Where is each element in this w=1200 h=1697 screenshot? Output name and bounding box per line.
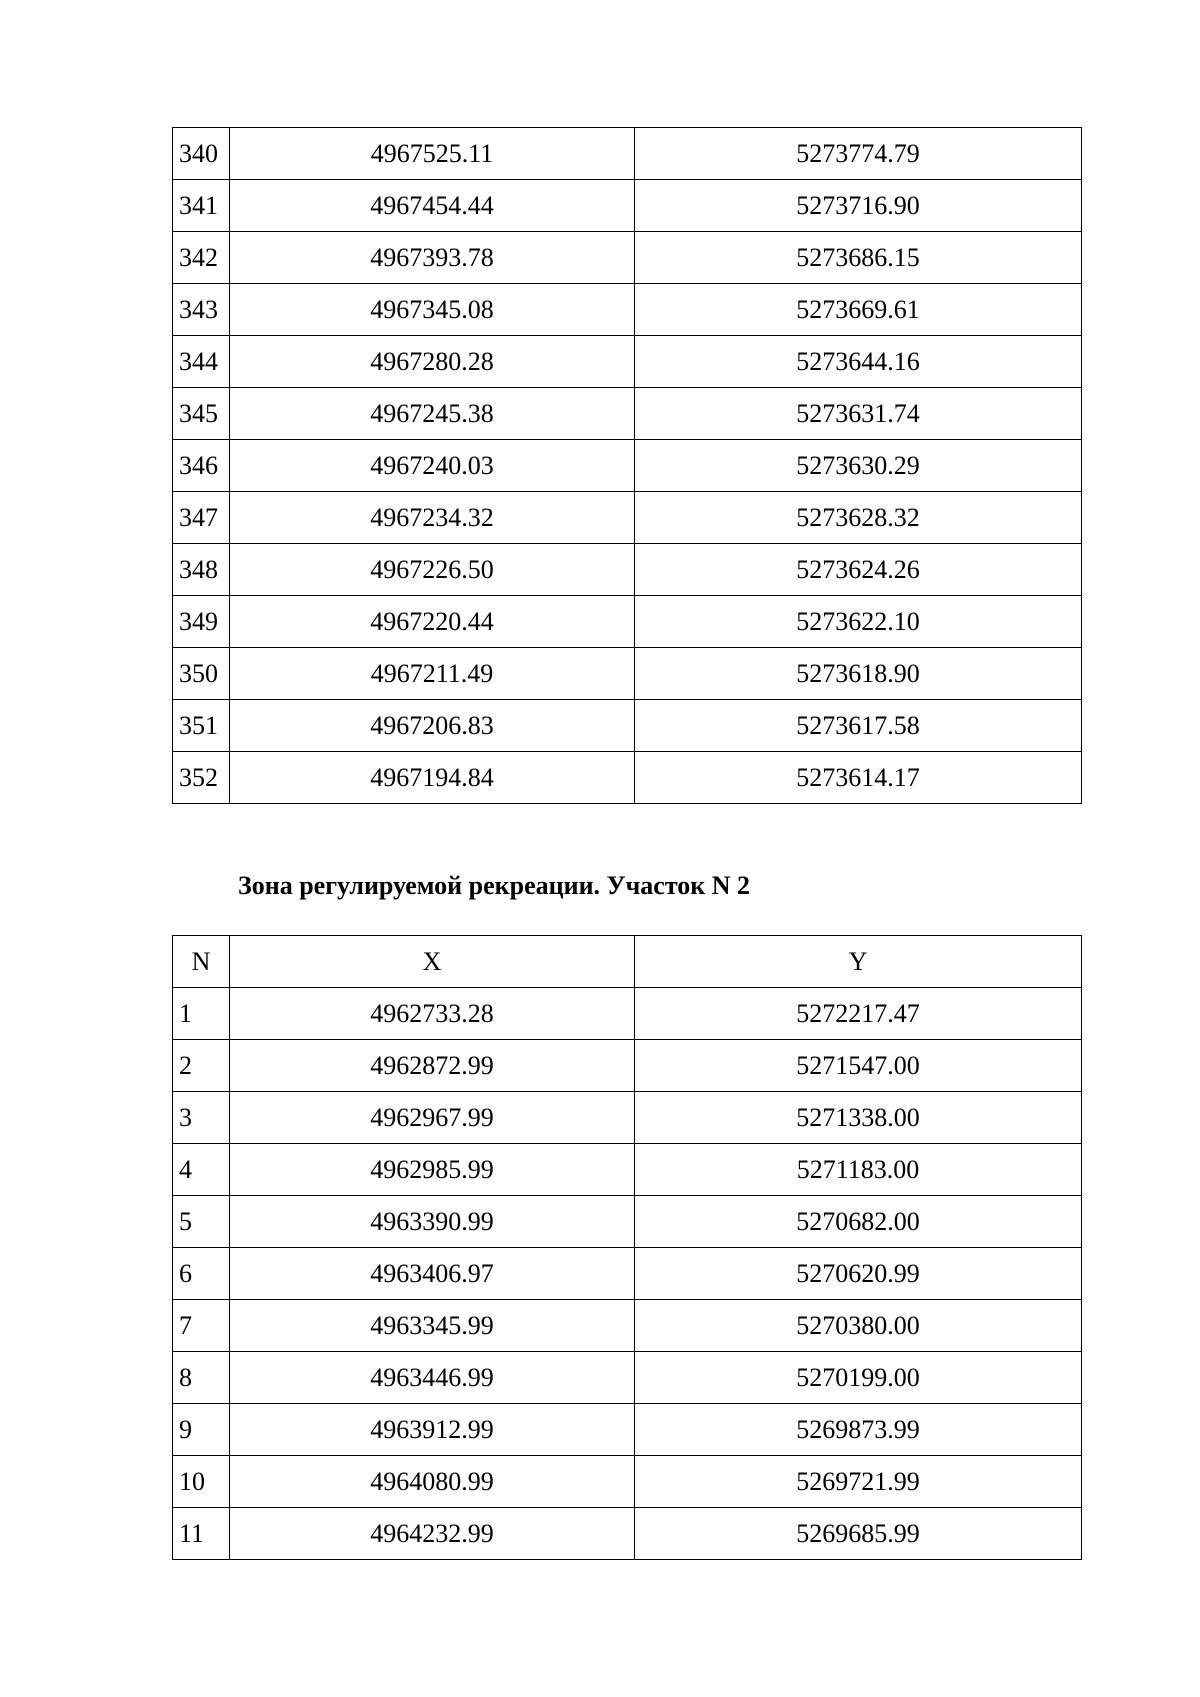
y-coordinate-cell: 5270199.00 xyxy=(635,1352,1082,1404)
header-x: X xyxy=(230,936,635,988)
x-coordinate-cell: 4967211.49 xyxy=(230,648,635,700)
point-number-cell: 10 xyxy=(173,1456,230,1508)
point-number-cell: 343 xyxy=(173,284,230,336)
y-coordinate-cell: 5273644.16 xyxy=(635,336,1082,388)
point-number-cell: 6 xyxy=(173,1248,230,1300)
y-coordinate-cell: 5271183.00 xyxy=(635,1144,1082,1196)
x-coordinate-cell: 4962872.99 xyxy=(230,1040,635,1092)
point-number-cell: 350 xyxy=(173,648,230,700)
table-row xyxy=(173,1248,1082,1300)
x-coordinate-cell: 4967393.78 xyxy=(230,232,635,284)
x-coordinate-cell: 4967226.50 xyxy=(230,544,635,596)
table-row xyxy=(173,700,1082,752)
table-row xyxy=(173,648,1082,700)
table-row xyxy=(173,596,1082,648)
table-row xyxy=(173,232,1082,284)
x-coordinate-cell: 4962985.99 xyxy=(230,1144,635,1196)
point-number-cell: 345 xyxy=(173,388,230,440)
y-coordinate-cell: 5270682.00 xyxy=(635,1196,1082,1248)
table-row xyxy=(173,1404,1082,1456)
table-row xyxy=(173,752,1082,804)
table-row xyxy=(173,1352,1082,1404)
y-coordinate-cell: 5273624.26 xyxy=(635,544,1082,596)
table-row xyxy=(173,388,1082,440)
point-number-cell: 349 xyxy=(173,596,230,648)
table-row xyxy=(173,128,1082,180)
x-coordinate-cell: 4963912.99 xyxy=(230,1404,635,1456)
x-coordinate-cell: 4962733.28 xyxy=(230,988,635,1040)
x-coordinate-cell: 4962967.99 xyxy=(230,1092,635,1144)
point-number-cell: 7 xyxy=(173,1300,230,1352)
point-number-cell: 348 xyxy=(173,544,230,596)
y-coordinate-cell: 5270380.00 xyxy=(635,1300,1082,1352)
x-coordinate-cell: 4963446.99 xyxy=(230,1352,635,1404)
table-2-header xyxy=(173,936,1082,988)
point-number-cell: 346 xyxy=(173,440,230,492)
y-coordinate-cell: 5273617.58 xyxy=(635,700,1082,752)
section-title-plot-2: Зона регулируемой рекреации. Участок N 2 xyxy=(238,871,751,900)
y-coordinate-cell: 5270620.99 xyxy=(635,1248,1082,1300)
y-coordinate-cell: 5273716.90 xyxy=(635,180,1082,232)
x-coordinate-cell: 4967220.44 xyxy=(230,596,635,648)
y-coordinate-cell: 5271547.00 xyxy=(635,1040,1082,1092)
x-coordinate-cell: 4967454.44 xyxy=(230,180,635,232)
point-number-cell: 344 xyxy=(173,336,230,388)
table-row xyxy=(173,1144,1082,1196)
x-coordinate-cell: 4963345.99 xyxy=(230,1300,635,1352)
y-coordinate-cell: 5271338.00 xyxy=(635,1092,1082,1144)
table-row xyxy=(173,1508,1082,1560)
table-2-body xyxy=(173,988,1082,1560)
y-coordinate-cell: 5272217.47 xyxy=(635,988,1082,1040)
table-row xyxy=(173,492,1082,544)
point-number-cell: 11 xyxy=(173,1508,230,1560)
x-coordinate-cell: 4964232.99 xyxy=(230,1508,635,1560)
table-row xyxy=(173,180,1082,232)
y-coordinate-cell: 5273614.17 xyxy=(635,752,1082,804)
x-coordinate-cell: 4967194.84 xyxy=(230,752,635,804)
y-coordinate-cell: 5269721.99 xyxy=(635,1456,1082,1508)
table-row xyxy=(173,440,1082,492)
y-coordinate-cell: 5273628.32 xyxy=(635,492,1082,544)
y-coordinate-cell: 5269873.99 xyxy=(635,1404,1082,1456)
x-coordinate-cell: 4967280.28 xyxy=(230,336,635,388)
header-y: Y xyxy=(635,936,1082,988)
y-coordinate-cell: 5273686.15 xyxy=(635,232,1082,284)
table-row xyxy=(173,284,1082,336)
coordinates-table-continued xyxy=(172,127,1082,804)
y-coordinate-cell: 5273669.61 xyxy=(635,284,1082,336)
x-coordinate-cell: 4963390.99 xyxy=(230,1196,635,1248)
point-number-cell: 342 xyxy=(173,232,230,284)
table-header-row xyxy=(173,936,1082,988)
y-coordinate-cell: 5273631.74 xyxy=(635,388,1082,440)
x-coordinate-cell: 4967206.83 xyxy=(230,700,635,752)
point-number-cell: 8 xyxy=(173,1352,230,1404)
y-coordinate-cell: 5273618.90 xyxy=(635,648,1082,700)
x-coordinate-cell: 4967525.11 xyxy=(230,128,635,180)
x-coordinate-cell: 4963406.97 xyxy=(230,1248,635,1300)
table-1-body xyxy=(173,128,1082,804)
y-coordinate-cell: 5273774.79 xyxy=(635,128,1082,180)
table-row xyxy=(173,1196,1082,1248)
x-coordinate-cell: 4967240.03 xyxy=(230,440,635,492)
header-n: N xyxy=(173,936,230,988)
x-coordinate-cell: 4967245.38 xyxy=(230,388,635,440)
table-row xyxy=(173,1300,1082,1352)
point-number-cell: 5 xyxy=(173,1196,230,1248)
point-number-cell: 2 xyxy=(173,1040,230,1092)
table-row xyxy=(173,1092,1082,1144)
y-coordinate-cell: 5269685.99 xyxy=(635,1508,1082,1560)
table-row xyxy=(173,1040,1082,1092)
point-number-cell: 341 xyxy=(173,180,230,232)
point-number-cell: 9 xyxy=(173,1404,230,1456)
table-row xyxy=(173,544,1082,596)
table-row xyxy=(173,988,1082,1040)
x-coordinate-cell: 4964080.99 xyxy=(230,1456,635,1508)
coordinates-table-plot-2 xyxy=(172,935,1082,1560)
x-coordinate-cell: 4967345.08 xyxy=(230,284,635,336)
point-number-cell: 340 xyxy=(173,128,230,180)
y-coordinate-cell: 5273630.29 xyxy=(635,440,1082,492)
point-number-cell: 3 xyxy=(173,1092,230,1144)
point-number-cell: 352 xyxy=(173,752,230,804)
point-number-cell: 1 xyxy=(173,988,230,1040)
point-number-cell: 351 xyxy=(173,700,230,752)
table-row xyxy=(173,1456,1082,1508)
point-number-cell: 4 xyxy=(173,1144,230,1196)
y-coordinate-cell: 5273622.10 xyxy=(635,596,1082,648)
x-coordinate-cell: 4967234.32 xyxy=(230,492,635,544)
point-number-cell: 347 xyxy=(173,492,230,544)
table-row xyxy=(173,336,1082,388)
